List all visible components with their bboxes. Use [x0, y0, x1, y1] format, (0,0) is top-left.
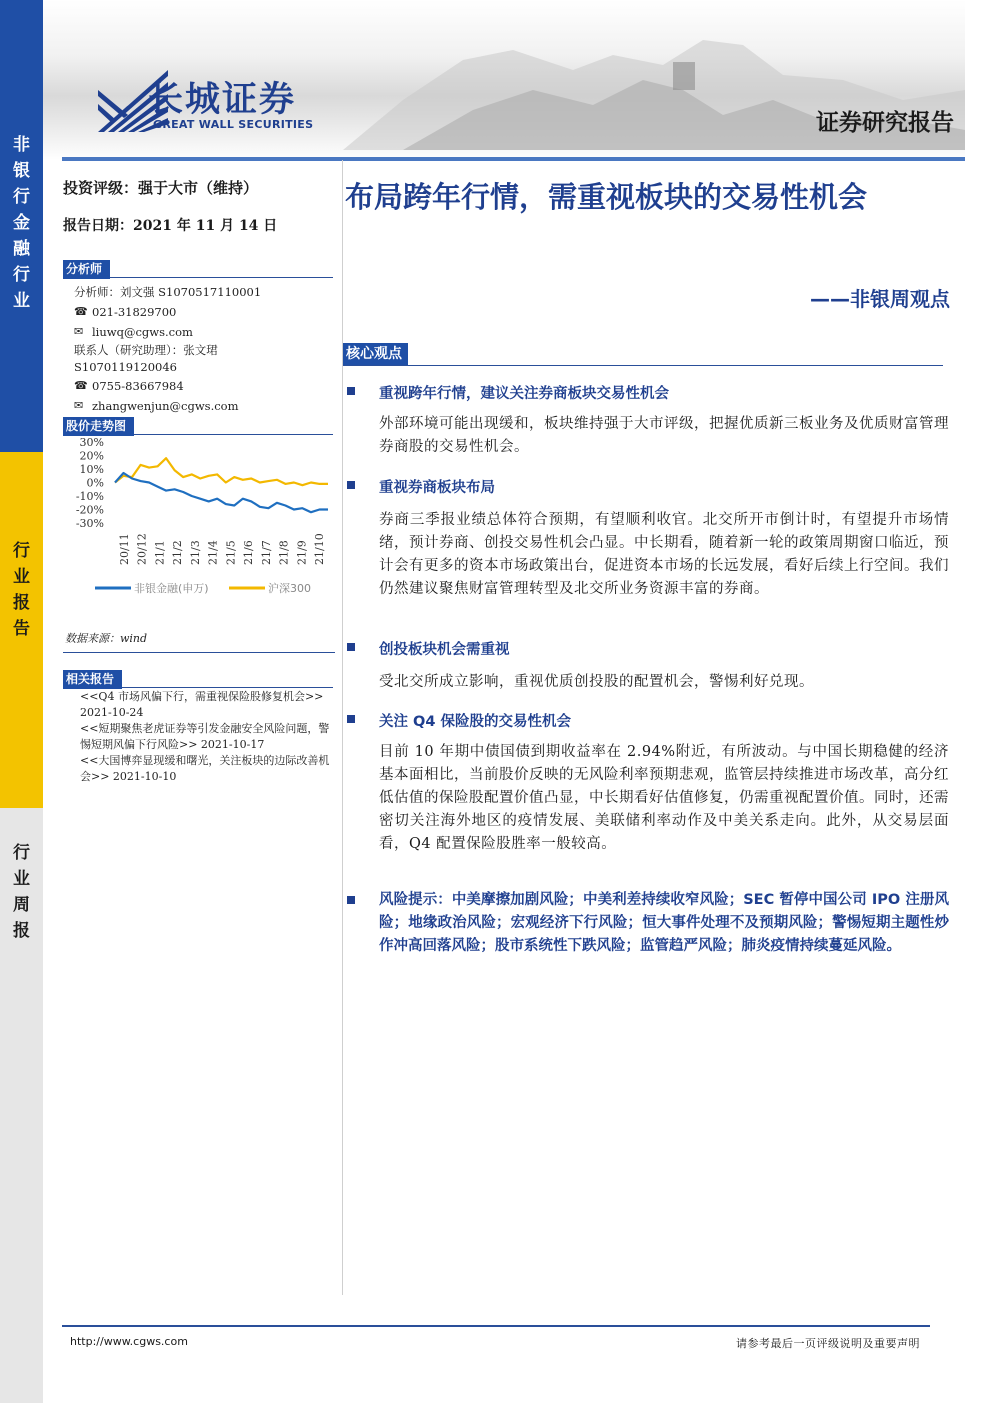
point-heading — [345, 638, 510, 659]
sidebar-char: 行 — [13, 265, 30, 285]
phone-icon: ☎ — [74, 379, 88, 392]
analyst-section-label — [63, 258, 333, 278]
mail-icon: ✉ — [74, 325, 84, 338]
y-tick-label: -30% — [75, 517, 104, 530]
y-tick-label: -20% — [75, 503, 104, 517]
price-trend-chart — [63, 434, 335, 624]
x-tick-label: 21/5 — [224, 540, 238, 565]
analyst-phone: 021-31829700 — [92, 305, 177, 319]
section-label-text: 核心观点 — [343, 343, 408, 365]
point-heading — [345, 710, 571, 731]
sidebar-char: 金 — [13, 213, 30, 233]
analyst-info — [74, 282, 334, 416]
point-heading — [345, 382, 669, 403]
point-body: 外部环境可能出现缓和，板块维持强于大市评级，把握优质新三板业务及优质财富管理券商股的交易性机会。 — [379, 416, 949, 455]
point-heading-text: 关注 Q4 保险股的交易性机会 — [379, 714, 572, 730]
x-tick-label: 21/8 — [277, 540, 291, 565]
report-date: 报告日期：2021 年 11 月 14 日 — [63, 218, 278, 234]
sidebar-char: 告 — [13, 619, 30, 639]
contact-email-row — [74, 396, 334, 416]
x-tick-label: 20/11 — [117, 533, 131, 565]
y-tick-label: 20% — [79, 449, 104, 463]
section-label-text: 相关报告 — [63, 670, 122, 689]
logo-english-text: GREAT WALL SECURITIES — [153, 118, 314, 131]
sidebar-char: 银 — [13, 161, 30, 181]
risk-warning: 风险提示：中美摩擦加剧风险；中美利差持续收窄风险；SEC 暂停中国公司 IPO 注册风险；地缘政治风险；宏观经济下行风险；恒大事件处理不及预期风险；警惕短期主题性炒作冲高回落风险；股市系统性下跌风险；监管趋严风险；肺炎疫情持续蔓延风险。 — [379, 892, 949, 954]
y-tick-label: 0% — [86, 476, 104, 490]
sidebar-char: 报 — [13, 921, 30, 941]
contact-email[interactable]: zhangwenjun@cgws.com — [92, 399, 239, 413]
report-type-label: 证券研究报告 — [816, 110, 954, 136]
contact-phone-row — [74, 376, 334, 396]
contact-phone: 0755-83667984 — [92, 379, 184, 393]
sidebar-char: 业 — [13, 291, 30, 311]
sidebar-char: 非 — [13, 135, 30, 155]
point-body: 券商三季报业绩总体符合预期，有望顺利收官。北交所开市倒计时，有望提升市场情绪，预计券商、创投交易性机会凸显。中长期看，随着新一轮的政策周期窗口临近，预计会有更多的资本市场政策出台，促进资本市场的长远发展，看好后续上行空间。我们仍然建议聚焦财富管理转型及北交所业务资源丰富的券商。 — [379, 512, 949, 597]
point-body: 目前 10 年期中债国债到期收益率在 2.94%附近，有所波动。与中国长期稳健的经济基本面相比，当前股价反映的无风险利率预期悲观，监管层持续推进市场改革，高分红低估值的保险股配置价值凸显，中长期看好估值修复，仍需重视配置价值。同时，还需密切关注海外地区的疫情发展、美联储利率动作及中美关系走向。此外，从交易层面看，Q4 配置保险股胜率一般较高。 — [379, 744, 949, 852]
related-report-item[interactable]: <<Q4 市场风偏下行，需重视保险股修复机会>> 2021-10-24 — [80, 690, 324, 719]
point-heading-text: 创投板块机会需重视 — [379, 642, 510, 658]
point-heading-text: 重视券商板块布局 — [379, 480, 495, 496]
x-tick-label: 21/6 — [242, 540, 256, 565]
legend-label: 非银金融(申万) — [134, 582, 209, 595]
x-tick-label: 21/10 — [313, 533, 327, 565]
phone-icon: ☎ — [74, 305, 88, 318]
sidebar-industry-tag — [0, 0, 43, 452]
analyst-phone-row — [74, 302, 334, 322]
y-tick-label: 10% — [79, 463, 104, 476]
report-title: 布局跨年行情，需重视板块的交易性机会 — [345, 180, 868, 214]
sidebar-char: 行 — [13, 843, 30, 863]
x-tick-label: 21/7 — [259, 540, 273, 565]
point-body: 受北交所成立影响，重视优质创投股的配置机会，警惕利好兑现。 — [379, 674, 814, 690]
section-label-text: 股价走势图 — [63, 417, 134, 436]
related-report-item[interactable]: <<短期聚焦老虎证券等引发金融安全风险问题，警惕短期风偏下行风险>> 2021-10-17 — [80, 722, 330, 751]
footer-disclaimer-note: 请参考最后一页评级说明及重要声明 — [736, 1337, 920, 1350]
core-view-section-label — [343, 343, 943, 366]
section-label-text: 分析师 — [63, 260, 110, 279]
sidebar-char: 周 — [13, 895, 30, 915]
analyst-email-row — [74, 322, 334, 342]
x-tick-label: 21/9 — [295, 540, 309, 565]
footer-divider — [62, 1325, 930, 1327]
related-report-item[interactable]: <<大国博弈显现缓和曙光，关注板块的边际改善机会>> 2021-10-10 — [80, 754, 330, 783]
square-bullet-icon — [347, 387, 355, 395]
sidebar-char: 报 — [13, 593, 30, 613]
sidebar-char: 业 — [13, 869, 30, 889]
square-bullet-icon — [347, 643, 355, 651]
sidebar-char: 业 — [13, 567, 30, 587]
point-heading — [345, 476, 495, 497]
analyst-name: 分析师：刘文强 S1070517110001 — [74, 285, 262, 299]
left-sidebar — [0, 0, 43, 1403]
header-divider — [62, 157, 965, 161]
logo-chinese-text: 长城证券 — [148, 80, 297, 120]
y-tick-label: -10% — [75, 490, 104, 503]
x-tick-label: 21/2 — [171, 540, 185, 565]
square-bullet-icon — [347, 481, 355, 489]
chart-section-label — [63, 415, 333, 435]
sidebar-frequency-tag — [0, 808, 43, 1403]
y-tick-label: 30% — [79, 436, 104, 449]
chart-source: 数据来源：wind — [65, 632, 148, 645]
square-bullet-icon — [347, 715, 355, 723]
related-reports-list — [80, 689, 338, 785]
sidebar-char: 行 — [13, 187, 30, 207]
sidebar-char: 行 — [13, 541, 30, 561]
sidebar-char: 融 — [13, 239, 30, 259]
footer-url[interactable]: http://www.cgws.com — [70, 1335, 188, 1348]
report-subtitle: ——非银周观点 — [810, 287, 950, 311]
x-tick-label: 21/3 — [188, 540, 202, 565]
contact-label: 联系人（研究助理）：张文珺 — [74, 343, 218, 357]
x-tick-label: 21/4 — [206, 540, 220, 565]
point-heading-text: 重视跨年行情，建议关注券商板块交易性机会 — [379, 386, 669, 402]
contact-id: S1070119120046 — [74, 360, 177, 374]
x-tick-label: 20/12 — [135, 533, 149, 565]
source-divider — [63, 652, 335, 653]
x-tick-label: 21/1 — [153, 540, 167, 565]
mail-icon: ✉ — [74, 399, 84, 412]
related-reports-label — [63, 668, 333, 688]
column-divider — [342, 160, 343, 1295]
analyst-email[interactable]: liuwq@cgws.com — [92, 325, 193, 339]
legend-label: 沪深300 — [268, 582, 311, 595]
square-bullet-icon — [347, 896, 355, 904]
investment-rating: 投资评级：强于大市（维持） — [63, 179, 259, 197]
sidebar-report-type-tag — [0, 452, 43, 808]
